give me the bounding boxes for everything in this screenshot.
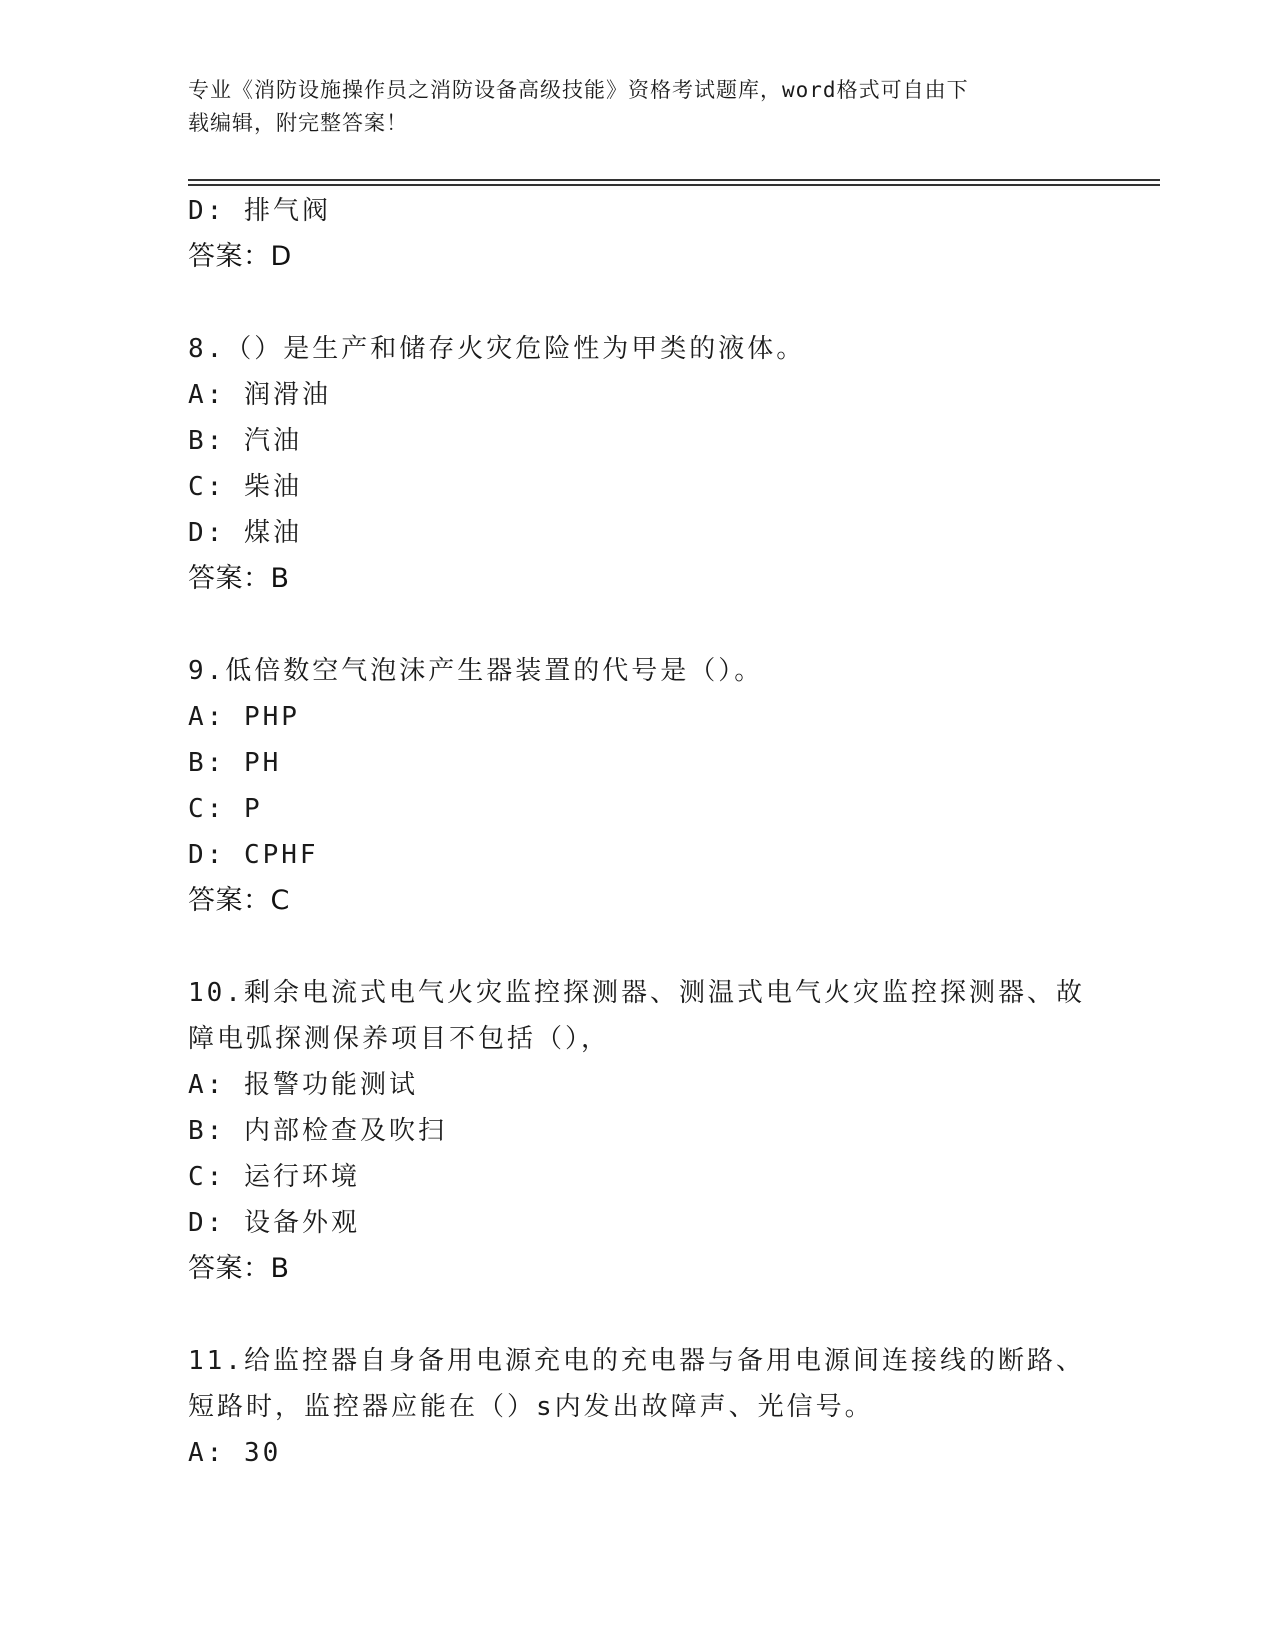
- header-line-2: 载编辑，附完整答案！: [188, 111, 408, 135]
- option-a: A: 30: [188, 1438, 282, 1468]
- option-d: D: 煤油: [188, 518, 302, 548]
- header-divider-top: [188, 179, 1160, 181]
- option-b: B: 内部检查及吹扫: [188, 1116, 447, 1146]
- answer-line: 答案：B: [188, 563, 290, 594]
- option-a: A: PHP: [188, 702, 300, 732]
- answer-line: 答案：B: [188, 1253, 290, 1284]
- question-stem: 9.低倍数空气泡沫产生器装置的代号是（）。: [188, 656, 764, 686]
- question-stem: 8.（）是生产和储存火灾危险性为甲类的液体。: [188, 334, 806, 364]
- question-10: [188, 970, 1088, 1292]
- option-a: A: 报警功能测试: [188, 1070, 418, 1100]
- option-d: D: 排气阀: [188, 196, 331, 226]
- document-header: [188, 74, 1068, 140]
- answer-line: 答案：C: [188, 885, 290, 916]
- option-c: C: P: [188, 794, 263, 824]
- previous-question-tail: [188, 188, 1088, 280]
- question-list: [188, 188, 1088, 1476]
- answer-line: 答案：D: [188, 241, 292, 272]
- header-divider-bottom: [188, 184, 1160, 186]
- option-b: B: PH: [188, 748, 282, 778]
- question-stem-line-2: 短路时，监控器应能在（）s内发出故障声、光信号。: [188, 1392, 874, 1422]
- question-stem-line-1: 11.给监控器自身备用电源充电的充电器与备用电源间连接线的断路、: [188, 1346, 1085, 1376]
- question-9: [188, 648, 1088, 924]
- option-d: D: 设备外观: [188, 1208, 360, 1238]
- option-c: C: 柴油: [188, 472, 302, 502]
- question-11: [188, 1338, 1088, 1476]
- option-b: B: 汽油: [188, 426, 302, 456]
- option-a: A: 润滑油: [188, 380, 331, 410]
- question-8: [188, 326, 1088, 602]
- option-d: D: CPHF: [188, 840, 319, 870]
- question-stem-line-1: 10.剩余电流式电气火灾监控探测器、测温式电气火灾监控探测器、故: [188, 978, 1085, 1008]
- header-line-1: 专业《消防设施操作员之消防设备高级技能》资格考试题库，word格式可自由下: [188, 78, 969, 102]
- question-stem-line-2: 障电弧探测保养项目不包括（），: [188, 1024, 611, 1054]
- option-c: C: 运行环境: [188, 1162, 360, 1192]
